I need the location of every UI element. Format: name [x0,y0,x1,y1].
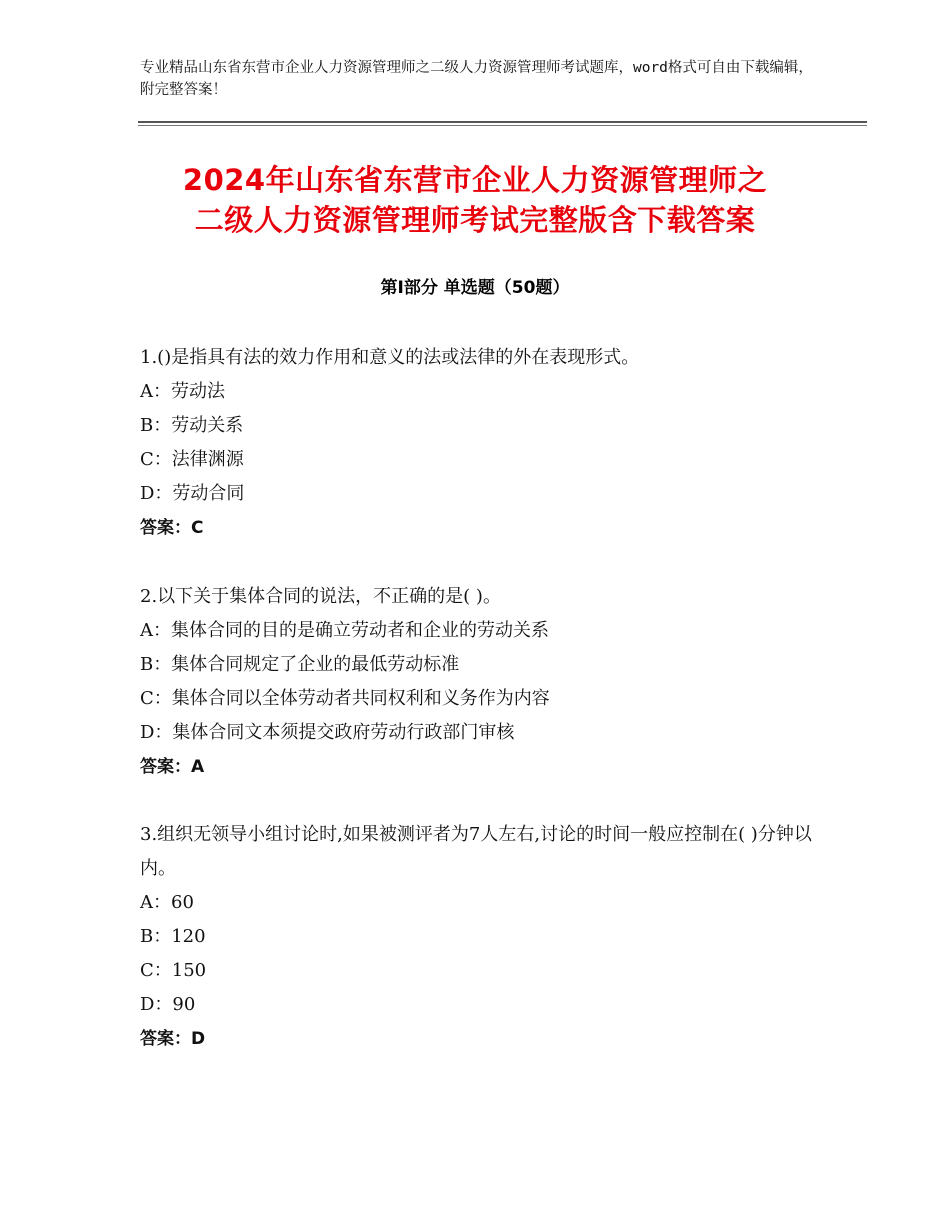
header-divider-thick [138,121,867,123]
question-option-a: A：60 [140,892,194,913]
header-divider [138,121,867,127]
document-title-line-2: 二级人力资源管理师考试完整版含下载答案 [194,203,756,237]
section-title: 第Ⅰ部分 单选题（50题） [380,278,570,298]
question-1 [140,341,840,545]
question-2 [140,580,840,784]
question-stem: 3.组织无领导小组讨论时,如果被测评者为7人左右,讨论的时间一般应控制在( )分钟以内。 [140,824,812,879]
question-option-b: B：集体合同规定了企业的最低劳动标准 [140,654,460,675]
document-title-line-1: 2024年山东省东营市企业人力资源管理师之 [182,163,768,197]
question-option-b: B：120 [140,926,206,947]
question-option-c: C：集体合同以全体劳动者共同权利和义务作为内容 [140,688,550,709]
question-3 [140,818,840,1056]
question-answer: 答案：D [140,1029,206,1049]
question-answer: 答案：C [140,518,204,538]
question-option-d: D：劳动合同 [140,483,245,504]
question-option-a: A：集体合同的目的是确立劳动者和企业的劳动关系 [140,620,549,641]
question-option-c: C：法律渊源 [140,449,244,470]
question-stem: 2.以下关于集体合同的说法，不正确的是( )。 [140,586,501,607]
question-option-d: D：90 [140,994,196,1015]
question-stem: 1.()是指具有法的效力作用和意义的法或法律的外在表现形式。 [140,347,640,368]
header-note: 专业精品山东省东营市企业人力资源管理师之二级人力资源管理师考试题库，word格式可自由下载编辑，附完整答案！ [140,60,813,98]
question-option-d: D：集体合同文本须提交政府劳动行政部门审核 [140,722,515,743]
document-title [100,160,850,240]
question-option-b: B：劳动关系 [140,415,244,436]
question-answer: 答案：A [140,757,205,777]
question-option-a: A：劳动法 [140,381,225,402]
header-divider-thin [138,125,867,126]
question-option-c: C：150 [140,960,207,981]
